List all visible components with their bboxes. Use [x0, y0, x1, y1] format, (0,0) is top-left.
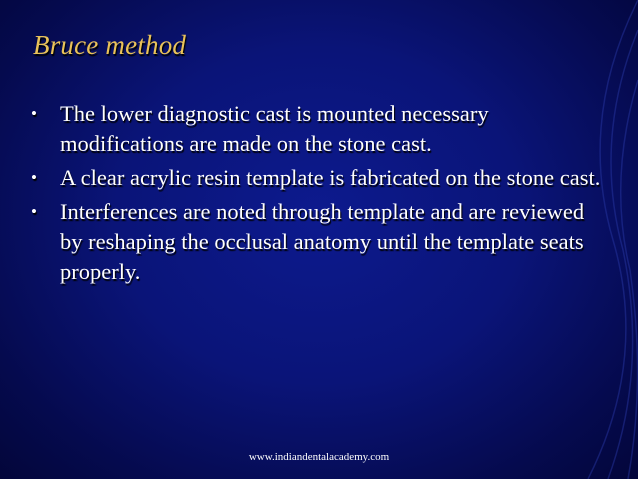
- bullet-text: The lower diagnostic cast is mounted necessary modifications are made on the stone cast.: [60, 101, 489, 156]
- bullet-dot-icon: •: [31, 202, 37, 221]
- bullet-dot-icon: •: [31, 168, 37, 187]
- bullet-list: [31, 99, 611, 291]
- footer-url: www.indiandentalacademy.com: [248, 451, 390, 463]
- bullet-text: A clear acrylic resin template is fabricated on the stone cast.: [60, 165, 601, 190]
- bullet-item: [31, 163, 611, 193]
- bullet-item: [31, 197, 611, 287]
- bullet-item: [31, 99, 611, 159]
- bullet-dot-icon: •: [31, 104, 37, 123]
- slide-title: Bruce method: [33, 30, 187, 60]
- bullet-text: Interferences are noted through template and are reviewed by reshaping the occlusal anatomy until the template seats properly.: [60, 199, 585, 284]
